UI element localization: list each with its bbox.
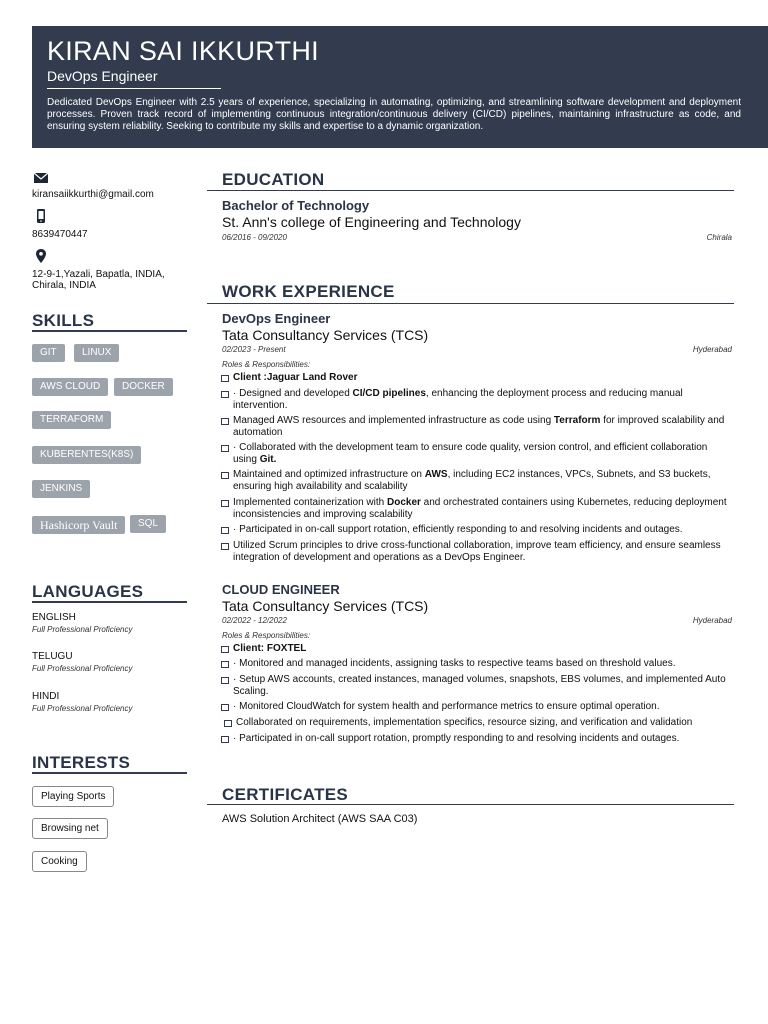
phone-text[interactable]: 8639470447 [32, 229, 88, 240]
address-line-2: Chirala, INDIA [32, 280, 96, 291]
language-level: Full Professional Proficiency [32, 625, 133, 634]
work-divider [207, 303, 734, 304]
education-location: Chirala [706, 233, 732, 242]
bullet-text: Utilized Scrum principles to drive cross-functional collaboration, improve team efficiency, and ensure seamless integration of development and operations as a DevOps Engineer. [233, 540, 721, 563]
interest-tag: Cooking [32, 851, 87, 872]
job-role: DevOps Engineer [222, 311, 331, 326]
bullet-text: Implemented containerization with Docker and orchestrated containers using Kubernetes, reducing deployment inconsistencies and improving scalability [233, 497, 727, 520]
bullet-marker [221, 661, 229, 668]
job-dates: 02/2022 - 12/2022 [222, 616, 287, 625]
header-banner [32, 26, 768, 148]
bullet-marker [221, 375, 229, 382]
bullet-text: · Setup AWS accounts, created instances, managed volumes, snapshots, EBS volumes, and implemented Auto Scaling. [233, 674, 726, 697]
languages-heading: LANGUAGES [32, 582, 144, 601]
skill-tag: GIT [32, 344, 65, 362]
language-name: HINDI [32, 691, 60, 702]
skill-tag: AWS CLOUD [32, 378, 108, 396]
school-name: St. Ann's college of Engineering and Technology [222, 214, 521, 230]
bullet-text: · Participated in on-call support rotation, promptly responding to and resolving incidents and outages. [233, 733, 680, 744]
map-pin-icon [33, 248, 49, 264]
job-location: Hyderabad [692, 616, 732, 625]
job-title: DevOps Engineer [47, 68, 158, 84]
bullet-marker [221, 391, 229, 398]
bullet-marker [221, 736, 229, 743]
skill-tag: DOCKER [114, 378, 173, 396]
bullet-text: Collaborated on requirements, implementation specifics, resource sizing, and verification and validation [236, 717, 693, 728]
interests-heading: INTERESTS [32, 753, 131, 772]
skills-heading: SKILLS [32, 311, 95, 330]
skill-tag: KUBERENTES(K8S) [32, 446, 141, 464]
job-dates: 02/2023 - Present [222, 345, 286, 354]
candidate-name: KIRAN SAI IKKURTHI [47, 36, 319, 66]
profile-summary: Dedicated DevOps Engineer with 2.5 years of experience, specializing in automating, optimizing, and streamlining software development and deployment processes. Proven track record of implementing continuous integration/continuous delivery (CI/CD) pipelines, maintaining infrastructure as code, and ensuring system reliability. Seeking to contribute my skills and expertise to a dynamic organization. [47, 97, 741, 133]
phone-icon [33, 208, 49, 224]
education-heading: EDUCATION [222, 170, 325, 189]
job-location: Hyderabad [692, 345, 732, 354]
bullet-marker [221, 677, 229, 684]
job-company: Tata Consultancy Services (TCS) [222, 598, 429, 614]
bullet-text: · Participated in on-call support rotation, efficiently responding to and resolving incidents and outages. [233, 524, 683, 535]
skills-divider [32, 330, 187, 332]
bullet-text: · Designed and developed CI/CD pipelines, enhancing the deployment process and reducing manual intervention. [233, 388, 683, 411]
language-name: TELUGU [32, 651, 73, 662]
client-line: Client: FOXTEL [233, 643, 307, 654]
bullet-marker [224, 720, 232, 727]
languages-divider [32, 601, 187, 603]
bullet-text: · Monitored CloudWatch for system health and performance metrics to ensure optimal operation. [233, 701, 660, 712]
bullet-text: Maintained and optimized infrastructure on AWS, including EC2 instances, VPCs, Subnets, and S3 buckets, ensuring high availability and scalability [233, 469, 711, 492]
interests-divider [32, 772, 187, 774]
language-level: Full Professional Proficiency [32, 704, 133, 713]
education-divider [207, 190, 734, 191]
certificate-item: AWS Solution Architect (AWS SAA C03) [222, 813, 418, 825]
certificates-divider [207, 804, 734, 805]
title-divider [47, 88, 221, 89]
bullet-text: · Collaborated with the development team to ensure code quality, version control, and efficient collaboration using Git. [233, 442, 708, 465]
address-line-1: 12-9-1,Yazali, Bapatla, INDIA, [32, 269, 165, 280]
bullet-marker [221, 646, 229, 653]
language-name: ENGLISH [32, 612, 76, 623]
bullet-text: Managed AWS resources and implemented infrastructure as code using Terraform for improved scalability and automation [233, 415, 725, 438]
skill-tag: LINUX [74, 344, 119, 362]
certificates-heading: CERTIFICATES [222, 785, 349, 804]
job-company: Tata Consultancy Services (TCS) [222, 327, 429, 343]
bullet-marker [221, 527, 229, 534]
bullet-marker [221, 445, 229, 452]
work-heading: WORK EXPERIENCE [222, 282, 395, 301]
skill-tag: SQL [130, 515, 166, 533]
job-role: CLOUD ENGINEER [222, 582, 340, 597]
education-dates: 06/2016 - 09/2020 [222, 233, 287, 242]
bullet-marker [221, 704, 229, 711]
degree-title: Bachelor of Technology [222, 198, 370, 213]
email-text[interactable]: kiransaiikkurthi@gmail.com [32, 189, 154, 200]
bullet-marker [221, 472, 229, 479]
responsibilities-label: Roles & Responsibilities: [222, 631, 311, 640]
envelope-icon [33, 170, 49, 186]
bullet-text: · Monitored and managed incidents, assigning tasks to respective teams based on threshold values. [233, 658, 676, 669]
client-line: Client :Jaguar Land Rover [233, 372, 358, 383]
interest-tag: Playing Sports [32, 786, 114, 807]
skill-tag: JENKINS [32, 480, 90, 498]
bullet-marker [221, 418, 229, 425]
skill-tag: TERRAFORM [32, 411, 111, 429]
language-level: Full Professional Proficiency [32, 664, 133, 673]
responsibilities-label: Roles & Responsibilities: [222, 360, 311, 369]
bullet-marker [221, 543, 229, 550]
skill-tag: Hashicorp Vault [32, 516, 125, 534]
bullet-marker [221, 500, 229, 507]
interest-tag: Browsing net [32, 818, 108, 839]
